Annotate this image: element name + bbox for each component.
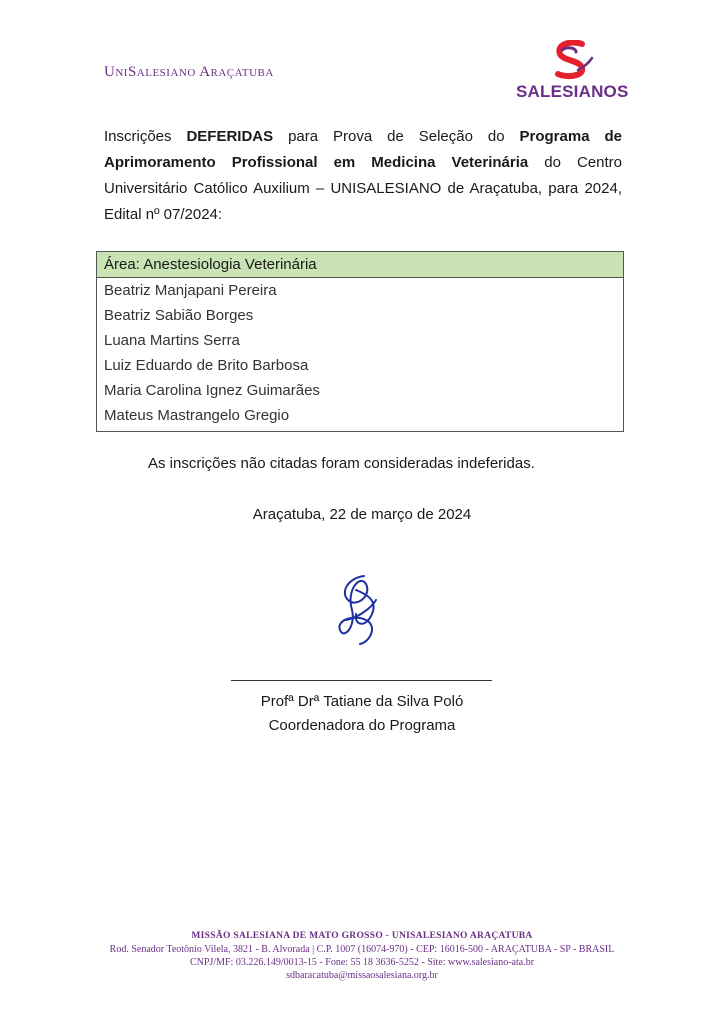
footer-cnpj: CNPJ/MF: 03.226.149/0013-15 - Fone: 55 18 3636-5252 - Site: www.salesiano-ata.br xyxy=(189,957,535,968)
table-row: Beatriz Sabião Borges xyxy=(104,307,254,324)
footer-org: MISSÃO SALESIANA DE MATO GROSSO - UNISALESIANO ARAÇATUBA xyxy=(191,931,533,941)
footer-email: sdbaracatuba@missaosalesiana.org.br xyxy=(286,970,438,981)
intro-bold-deferidas: DEFERIDAS xyxy=(186,128,274,145)
table-header-area: Área: Anestesiologia Veterinária xyxy=(97,252,623,278)
table-row: Luana Martins Serra xyxy=(104,332,240,349)
intro-text-1: Inscrições xyxy=(104,128,187,145)
signature-line xyxy=(231,680,492,681)
salesianos-s-icon xyxy=(542,40,600,80)
intro-bold-program: Programa de Aprimoramento Profissional em Medicina Veterinária xyxy=(104,128,622,171)
table-row: Luiz Eduardo de Brito Barbosa xyxy=(104,357,309,374)
table-row: Maria Carolina Ignez Guimarães xyxy=(104,382,320,399)
salesianos-logo xyxy=(516,40,629,104)
place-date: Araçatuba, 22 de março de 2024 xyxy=(252,506,472,523)
footer-address: Rod. Senador Teotônio Vilela, 3821 - B. Alvorada | C.P. 1007 (16074-970) - CEP: 16016-500 - ARAÇATUBA - SP - BRASIL xyxy=(109,944,615,955)
intro-text-2: para Prova de Seleção do xyxy=(273,128,520,145)
intro-paragraph xyxy=(104,124,622,228)
handwritten-signature xyxy=(326,570,396,650)
table-row: Beatriz Manjapani Pereira xyxy=(104,282,277,299)
signer-role: Coordenadora do Programa xyxy=(268,717,456,734)
intro-text-3: do Centro Universitário Católico Auxilium – UNISALESIANO de Araçatuba, para 2024, Edital nº 07/2024: xyxy=(104,154,622,223)
signer-name: Profª Drª Tatiane da Silva Poló xyxy=(260,693,464,710)
footer xyxy=(0,930,724,982)
header-brand-name: UniSalesiano Araçatuba xyxy=(104,64,274,80)
signer-block xyxy=(0,690,724,738)
table-body xyxy=(97,278,623,431)
note-text: As inscrições não citadas foram consideradas indeferidas. xyxy=(148,455,535,472)
approved-table xyxy=(96,251,624,432)
table-row: Mateus Mastrangelo Gregio xyxy=(104,407,290,424)
logo-text: SALESIANOS xyxy=(516,82,629,101)
